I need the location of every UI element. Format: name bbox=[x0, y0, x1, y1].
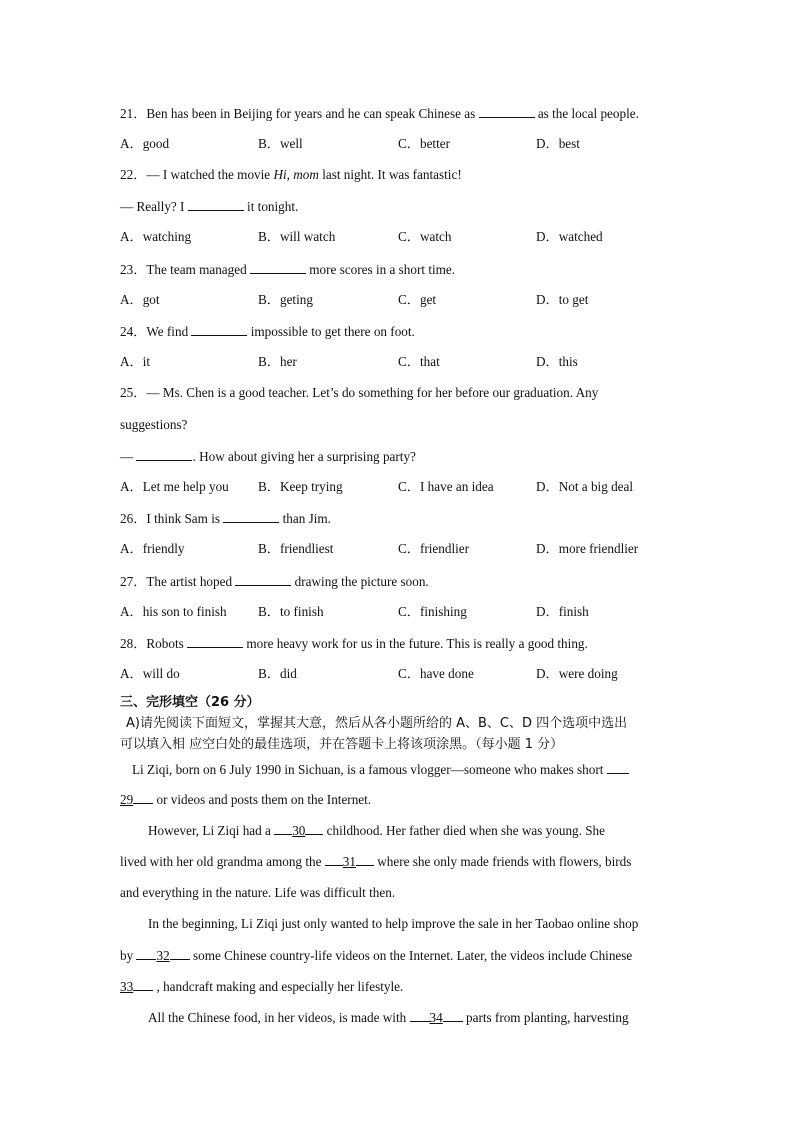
blank-29: 29 bbox=[120, 792, 134, 807]
option-d: D．best bbox=[536, 136, 580, 151]
question-stem: than Jim. bbox=[279, 511, 331, 526]
answer-blank bbox=[235, 572, 291, 586]
option-a: A．watching bbox=[120, 229, 192, 244]
answer-blank bbox=[607, 760, 629, 774]
blank-33: 33 bbox=[120, 979, 134, 994]
answer-blank bbox=[170, 946, 190, 960]
option-d: D．finish bbox=[536, 604, 589, 619]
option-c: C．better bbox=[398, 136, 451, 151]
question-stem: 24．We find bbox=[120, 324, 192, 339]
question-28 bbox=[120, 634, 588, 653]
passage-line bbox=[120, 884, 395, 902]
passage-line bbox=[120, 852, 631, 871]
question-stem: 22．— I watched the movie bbox=[120, 167, 274, 182]
passage-text: childhood. Her father died when she was young. She bbox=[326, 823, 606, 838]
option-b: B．did bbox=[258, 666, 297, 681]
blank-30: 30 bbox=[292, 823, 306, 838]
passage-text: In the beginning, Li Ziqi just only wanted to help improve the sale in her Taobao online shop bbox=[148, 916, 639, 931]
answer-blank bbox=[274, 821, 292, 835]
answer-blank bbox=[479, 104, 535, 118]
answer-blank bbox=[187, 634, 243, 648]
option-c: C．that bbox=[398, 354, 440, 369]
answer-blank bbox=[223, 509, 279, 523]
option-a: A．will do bbox=[120, 666, 180, 681]
passage-text: However, Li Ziqi had a bbox=[148, 823, 271, 838]
passage-line bbox=[148, 821, 605, 840]
reply-text: it tonight. bbox=[243, 199, 299, 214]
movie-title: Hi, mom bbox=[273, 167, 319, 182]
passage-line bbox=[120, 977, 403, 996]
passage-text: or videos and posts them on the Internet. bbox=[156, 792, 372, 807]
section-instructions: 可以填入相 应空白处的最佳选项，并在答题卡上将该项涂黑。（每小题 1 分） bbox=[120, 737, 564, 752]
passage-text: where she only made friends with flowers, birds bbox=[377, 854, 632, 869]
option-c: C．finishing bbox=[398, 604, 467, 619]
question-25 bbox=[120, 384, 598, 402]
question-stem: as the local people. bbox=[534, 106, 639, 121]
option-d: D．Not a big deal bbox=[536, 479, 634, 494]
question-stem: more scores in a short time. bbox=[306, 262, 456, 277]
passage-text: Li Ziqi, born on 6 July 1990 in Sichuan, is a famous vlogger—someone who makes short bbox=[132, 762, 604, 777]
passage-line bbox=[120, 946, 632, 965]
answer-blank bbox=[136, 447, 192, 461]
question-stem: last night. It was fantastic! bbox=[318, 167, 462, 182]
passage-text: by bbox=[120, 948, 134, 963]
option-c: C．watch bbox=[398, 229, 452, 244]
question-stem: suggestions? bbox=[120, 417, 188, 432]
question-25-cont bbox=[120, 416, 187, 434]
answer-blank bbox=[443, 1008, 463, 1022]
answer-blank bbox=[191, 322, 247, 336]
option-c: C．have done bbox=[398, 666, 474, 681]
answer-blank bbox=[250, 260, 306, 274]
question-24 bbox=[120, 322, 415, 341]
question-22-reply bbox=[120, 197, 298, 216]
passage-text: some Chinese country-life videos on the Internet. Later, the videos include Chinese bbox=[192, 948, 633, 963]
reply-text: — Really? I bbox=[120, 199, 188, 214]
passage-line bbox=[132, 760, 629, 779]
option-b: B．Keep trying bbox=[258, 479, 343, 494]
answer-blank bbox=[133, 977, 153, 991]
option-c: C．friendlier bbox=[398, 541, 470, 556]
blank-32: 32 bbox=[156, 948, 170, 963]
option-b: B．geting bbox=[258, 292, 313, 307]
question-stem: 28．Robots bbox=[120, 636, 188, 651]
section-instructions: A)请先阅读下面短文，掌握其大意，然后从各小题所给的 A、B、C、D 四个选项中选出 bbox=[126, 716, 628, 731]
option-c: C．get bbox=[398, 292, 437, 307]
answer-blank bbox=[133, 790, 153, 804]
question-stem: 25．— Ms. Chen is a good teacher. Let’s do something for her before our graduation. Any bbox=[120, 385, 599, 400]
answer-blank bbox=[356, 852, 374, 866]
question-25-reply bbox=[120, 447, 416, 466]
option-b: B．well bbox=[258, 136, 303, 151]
option-d: D．this bbox=[536, 354, 578, 369]
blank-34: 34 bbox=[429, 1010, 443, 1025]
answer-blank bbox=[305, 821, 323, 835]
blank-31: 31 bbox=[342, 854, 356, 869]
option-a: A．good bbox=[120, 136, 170, 151]
question-stem: impossible to get there on foot. bbox=[247, 324, 415, 339]
section-title: 三、完形填空（26 分） bbox=[120, 695, 260, 710]
question-21 bbox=[120, 104, 639, 123]
passage-text: , handcraft making and especially her lifestyle. bbox=[156, 979, 404, 994]
answer-blank bbox=[325, 852, 343, 866]
option-b: B．will watch bbox=[258, 229, 336, 244]
passage-line bbox=[120, 790, 371, 809]
question-stem: drawing the picture soon. bbox=[291, 574, 429, 589]
question-stem: 27．The artist hoped bbox=[120, 574, 236, 589]
question-stem: 26．I think Sam is bbox=[120, 511, 224, 526]
question-stem: 21．Ben has been in Beijing for years and he can speak Chinese as bbox=[120, 106, 479, 121]
option-a: A．friendly bbox=[120, 541, 185, 556]
passage-text: All the Chinese food, in her videos, is made with bbox=[148, 1010, 407, 1025]
reply-text: — bbox=[120, 449, 137, 464]
option-a: A．got bbox=[120, 292, 160, 307]
question-22 bbox=[120, 166, 462, 184]
question-23 bbox=[120, 260, 455, 279]
option-d: D．to get bbox=[536, 292, 589, 307]
option-b: B．to finish bbox=[258, 604, 324, 619]
passage-text: lived with her old grandma among the bbox=[120, 854, 322, 869]
option-d: D．more friendlier bbox=[536, 541, 639, 556]
option-d: D．were doing bbox=[536, 666, 618, 681]
question-26 bbox=[120, 509, 331, 528]
option-a: A．his son to finish bbox=[120, 604, 227, 619]
answer-blank bbox=[136, 946, 156, 960]
question-27 bbox=[120, 572, 429, 591]
answer-blank bbox=[410, 1008, 430, 1022]
option-a: A．it bbox=[120, 354, 151, 369]
passage-text: parts from planting, harvesting bbox=[466, 1010, 629, 1025]
question-stem: more heavy work for us in the future. This is really a good thing. bbox=[243, 636, 588, 651]
answer-blank bbox=[188, 197, 244, 211]
passage-text: and everything in the nature. Life was difficult then. bbox=[120, 885, 396, 900]
option-a: A．Let me help you bbox=[120, 479, 229, 494]
option-d: D．watched bbox=[536, 229, 603, 244]
passage-line bbox=[148, 1008, 629, 1027]
passage-line bbox=[148, 915, 638, 933]
option-b: B．her bbox=[258, 354, 297, 369]
option-c: C．I have an idea bbox=[398, 479, 494, 494]
option-b: B．friendliest bbox=[258, 541, 334, 556]
reply-text: . How about giving her a surprising party? bbox=[192, 449, 416, 464]
question-stem: 23．The team managed bbox=[120, 262, 250, 277]
